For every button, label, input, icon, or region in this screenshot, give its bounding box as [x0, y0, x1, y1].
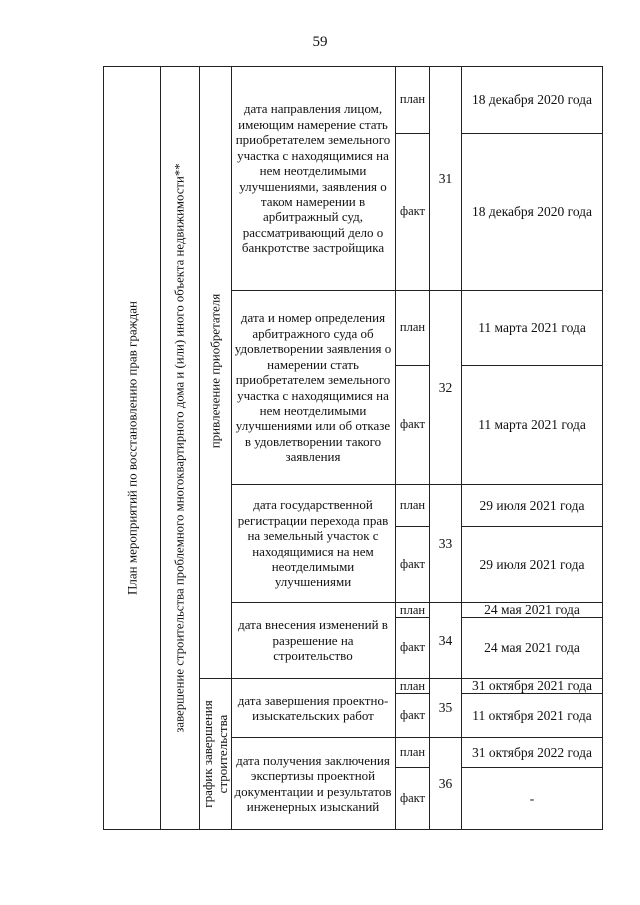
plan-label: план	[399, 497, 426, 512]
row-number: 33	[438, 535, 453, 551]
table-border-right	[602, 66, 603, 830]
plan-date: 31 октября 2021 года	[472, 678, 592, 693]
fact-label: факт	[399, 790, 426, 805]
schedule-section-title	[200, 700, 230, 807]
page-number: 59	[312, 34, 328, 50]
table-column-line	[160, 66, 161, 830]
plan-label: план	[399, 92, 426, 107]
plan-label: план	[399, 603, 426, 617]
table-border-bottom	[103, 829, 603, 830]
fact-date: -	[529, 790, 535, 806]
fact-label: факт	[399, 204, 426, 219]
completion-title: завершение строительства проблемного многоквартирного дома и (или) иного объекта недвижимости**	[172, 163, 187, 733]
fact-label: факт	[399, 417, 426, 432]
row-description: дата и номер определения арбитражного суда об удовлетворении заявления о намерении стать приобретателем земельного участка с находящимися на нем неотделимыми улучшениями или об отказе в удовлетворении такого заявления	[234, 310, 392, 465]
plan-date: 18 декабря 2020 года	[471, 92, 593, 108]
fact-label: факт	[399, 707, 426, 722]
row-description: дата внесения изменений в разрешение на строительство	[238, 617, 388, 664]
row-number: 35	[438, 700, 453, 716]
schedule-section-line1: график завершения	[200, 700, 215, 808]
section-divider	[199, 678, 232, 679]
fact-date: 18 декабря 2020 года	[471, 204, 593, 220]
plan-label: план	[399, 744, 426, 759]
fact-label: факт	[399, 556, 426, 571]
plan-date: 11 марта 2021 года	[478, 320, 586, 336]
buyer-section-title: привлечение приобретателя	[207, 293, 223, 449]
plan-date: 31 октября 2022 года	[472, 744, 592, 760]
row-number: 34	[438, 632, 453, 648]
row-number: 32	[438, 379, 453, 395]
table-border-left	[103, 66, 104, 830]
fact-date: 29 июля 2021 года	[479, 556, 585, 572]
plan-title: План мероприятий по восстановлению прав граждан	[124, 301, 140, 595]
plan-date: 24 мая 2021 года	[484, 602, 580, 617]
row-number: 31	[438, 170, 453, 186]
row-description: дата направления лицом, имеющим намерение стать приобретателем земельного участка с находящимися на нем неотделимыми улучшениями, заявления о таком намерении в арбитражный суд, рассматривающий дело о банкротстве застройщика	[235, 101, 391, 256]
row-description: дата завершения проектно-изыскательских работ	[237, 692, 389, 723]
fact-date: 11 октября 2021 года	[472, 707, 592, 723]
plan-label: план	[399, 320, 426, 335]
fact-label: факт	[399, 640, 426, 655]
plan-date: 29 июля 2021 года	[479, 497, 585, 513]
plan-label: план	[399, 679, 426, 693]
schedule-section-line2: строительства	[215, 714, 230, 794]
row-description: дата государственной регистрации перехода прав на земельный участок с находящимися на нем неотделимыми улучшениями	[237, 497, 389, 590]
row-description: дата получения заключения экспертизы проектной документации и результатов инженерных изысканий	[234, 752, 392, 814]
table-column-line	[231, 66, 232, 830]
fact-date: 24 мая 2021 года	[484, 640, 580, 656]
fact-date: 11 марта 2021 года	[478, 417, 586, 433]
row-number: 36	[438, 775, 453, 791]
